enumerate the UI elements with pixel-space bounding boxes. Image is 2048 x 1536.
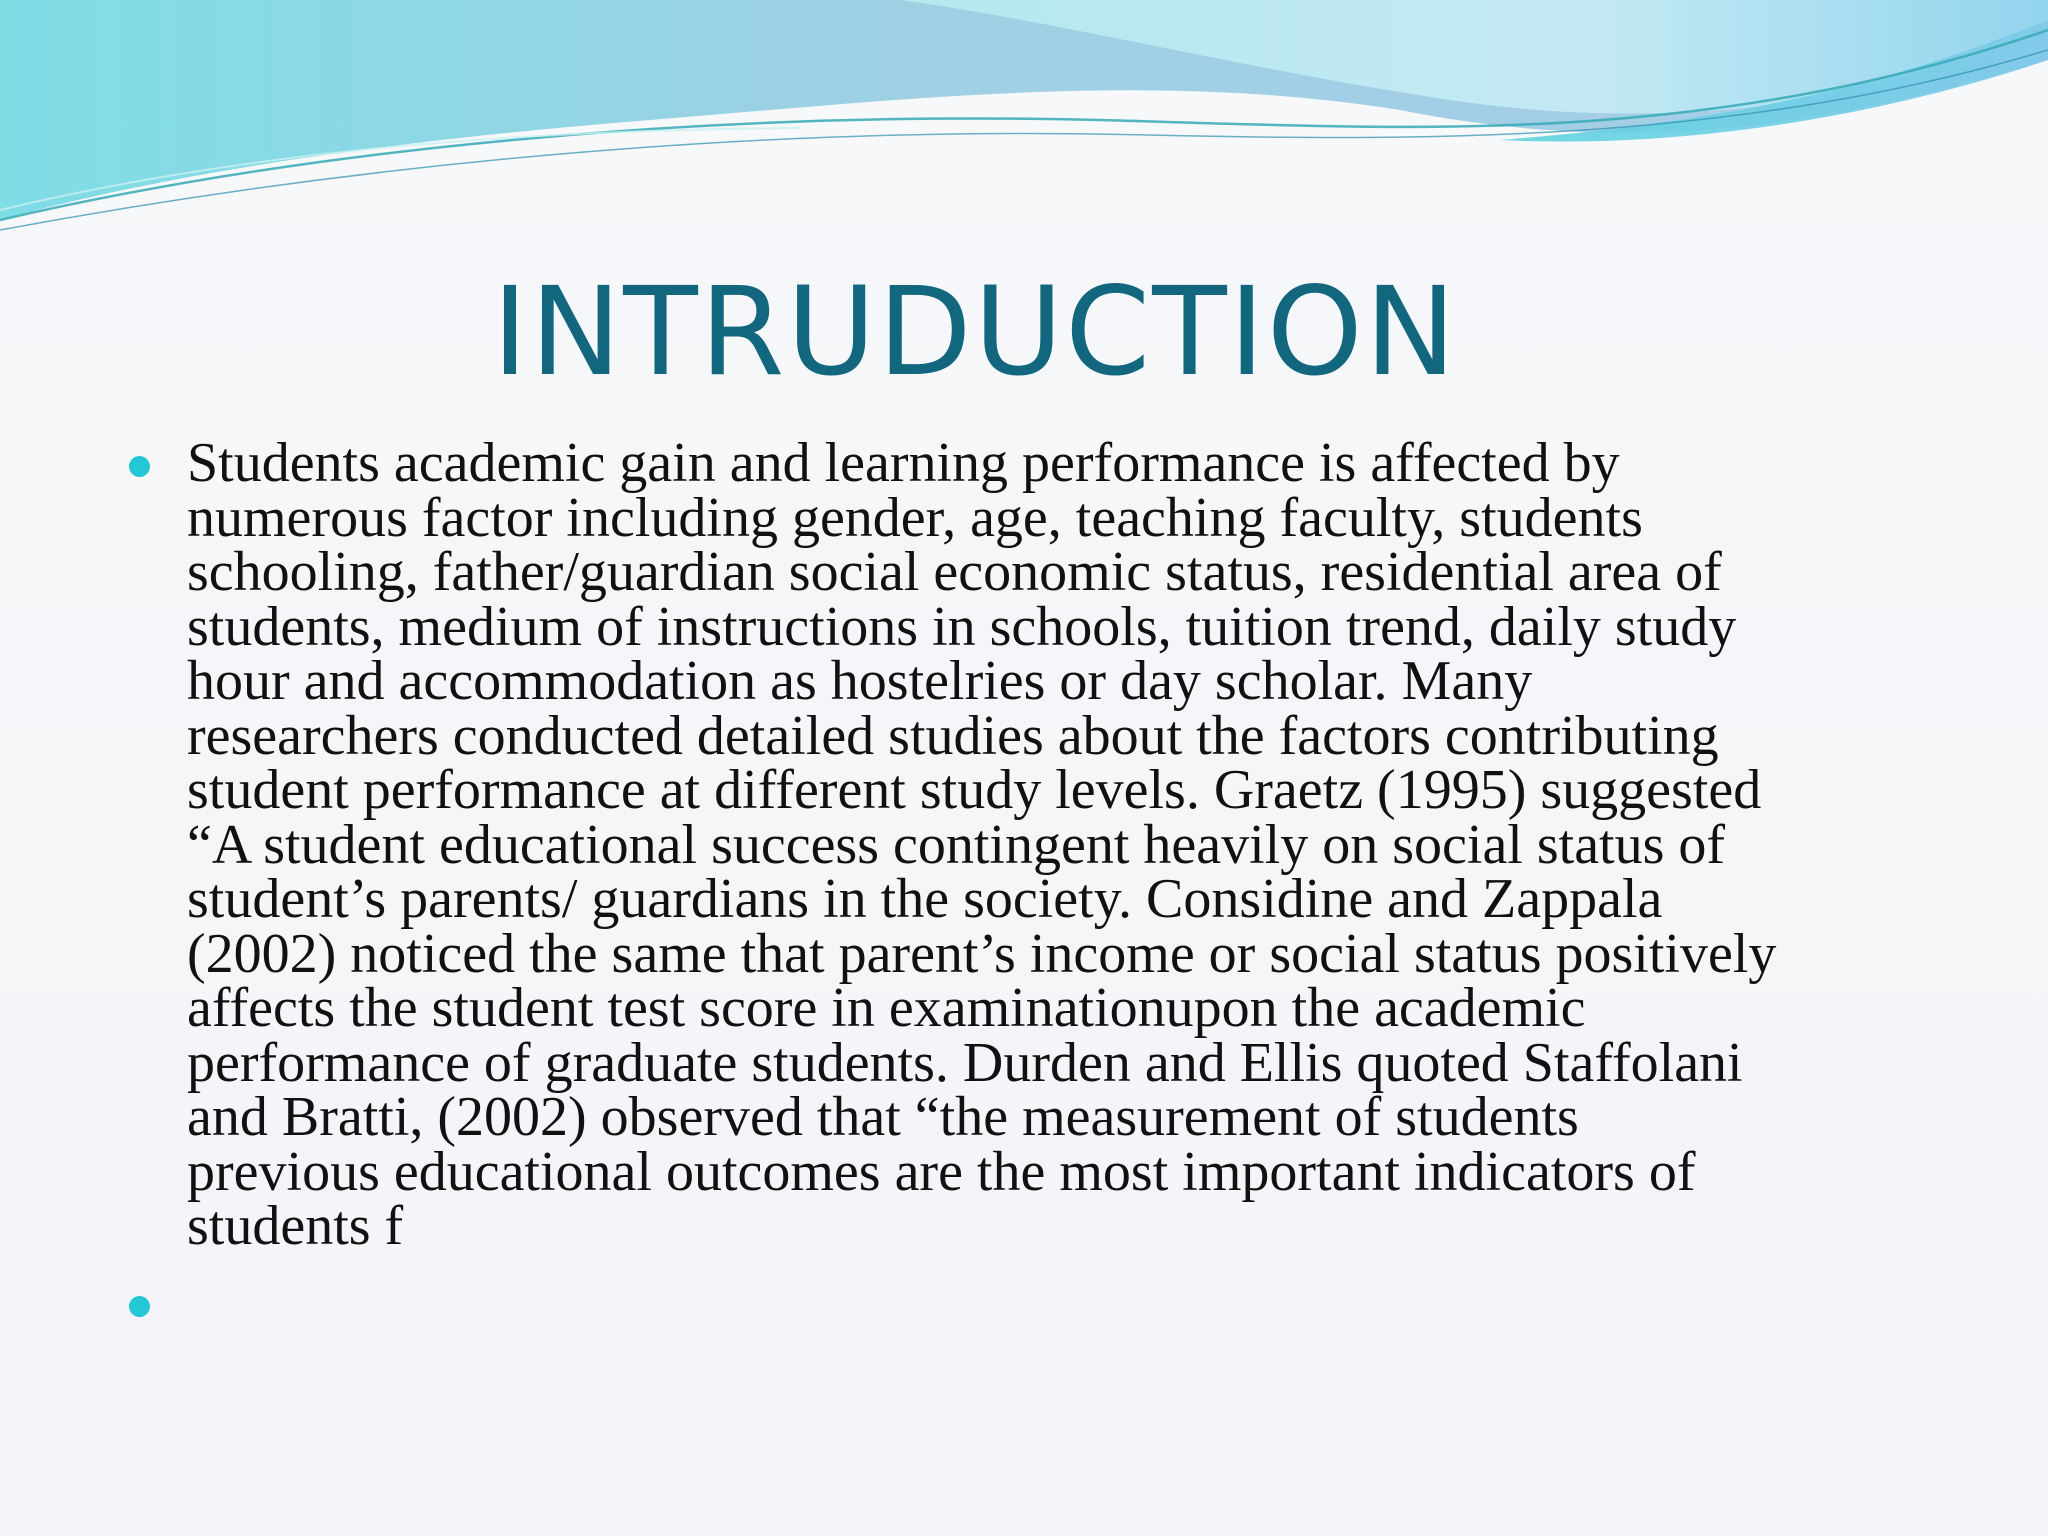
bullet-dot-icon — [129, 456, 150, 477]
bullet-list — [125, 432, 1925, 1344]
bullet-text: Students academic gain and learning performance is affected by numerous factor including gender, age, teaching faculty, students schooling, father/guardian social economic status, residential area of students, medium of instructions in schools, tuition trend, daily study hour and accommodation as hostelries or day scholar. Many researchers conducted detailed studies about the factors contributing student performance at different study levels. Graetz (1995) suggested “A student educational success contingent heavily on social status of student’s parents/ guardians in the society. Considine and Zappala (2002) noticed the same that parent’s income or social status positively affects the student test score in examinationupon the academic performance of graduate students. Durden and Ellis quoted Staffolani and Bratti, (2002) observed that “the measurement of students previous educational outcomes are the most important indicators of students f — [187, 432, 1777, 1257]
wave-header-decoration — [0, 0, 2048, 240]
bullet-dot-icon — [129, 1296, 150, 1317]
bullet-item — [125, 432, 1925, 1257]
bullet-item-empty — [125, 1274, 1925, 1344]
slide-title: INTRUDUCTION — [491, 261, 1459, 403]
